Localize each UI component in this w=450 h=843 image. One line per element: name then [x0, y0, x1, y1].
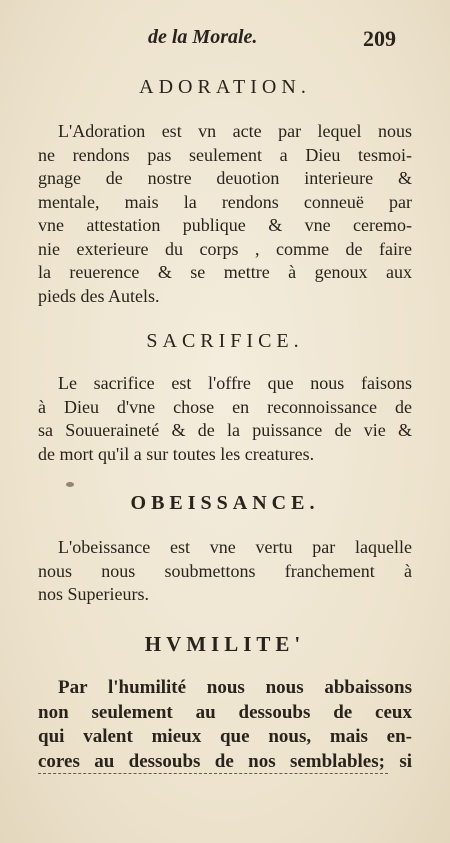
- text-line: gnage de nostre deuotion interieure &: [38, 168, 412, 188]
- paragraph-obeissance: [38, 536, 412, 607]
- paragraph-humilite: [38, 676, 412, 774]
- text-line: qui valent mieux que nous, mais en-: [38, 726, 412, 747]
- section-title-adoration: ADORATION.: [139, 76, 311, 98]
- text-line: mentale, mais la rendons conneuë par: [38, 191, 412, 212]
- paragraph-adoration: [38, 120, 412, 308]
- text-line: à Dieu d'vne chose en reconnoissance de: [38, 396, 412, 417]
- page-number: 209: [363, 26, 396, 51]
- section-title-obeissance: OBEISSANCE.: [130, 492, 320, 514]
- text-line: de mort qu'il a sur toutes les creatures.: [38, 443, 315, 464]
- text-line: sa Souueraineté & de la puissance de vie &: [38, 420, 412, 440]
- ink-smudge: [66, 482, 74, 487]
- section-title-sacrifice: SACRIFICE.: [146, 330, 304, 352]
- text-line: nos Superieurs.: [38, 584, 149, 604]
- text-line: non seulement au dessoubs de ceux: [38, 701, 412, 723]
- text-line: ne rendons pas seulement a Dieu tesmoi-: [38, 144, 412, 165]
- section-title-humilite: HVMILITE': [144, 632, 306, 656]
- text-line: L'obeissance est vne vertu par laquelle: [58, 537, 412, 557]
- text-line: nie exterieure du corps , comme de faire: [38, 238, 412, 259]
- text-line: cores au dessoubs de nos semblables; si: [38, 750, 412, 772]
- text-line: L'Adoration est vn acte par lequel nous: [58, 121, 412, 141]
- text-line: Par l'humilité nous nous abbaissons: [58, 677, 412, 698]
- text-line: pieds des Autels.: [38, 285, 160, 306]
- paragraph-sacrifice: [38, 372, 412, 466]
- text-line: Le sacrifice est l'offre que nous faisons: [58, 373, 412, 393]
- text-line: la reuerence & se mettre à genoux aux: [38, 262, 412, 282]
- text-line: vne attestation publique & vne ceremo-: [38, 215, 412, 235]
- dashed-underline: [38, 773, 388, 774]
- text-line: nous nous soubmettons franchement à: [38, 560, 412, 581]
- running-head: de la Morale.: [148, 26, 258, 48]
